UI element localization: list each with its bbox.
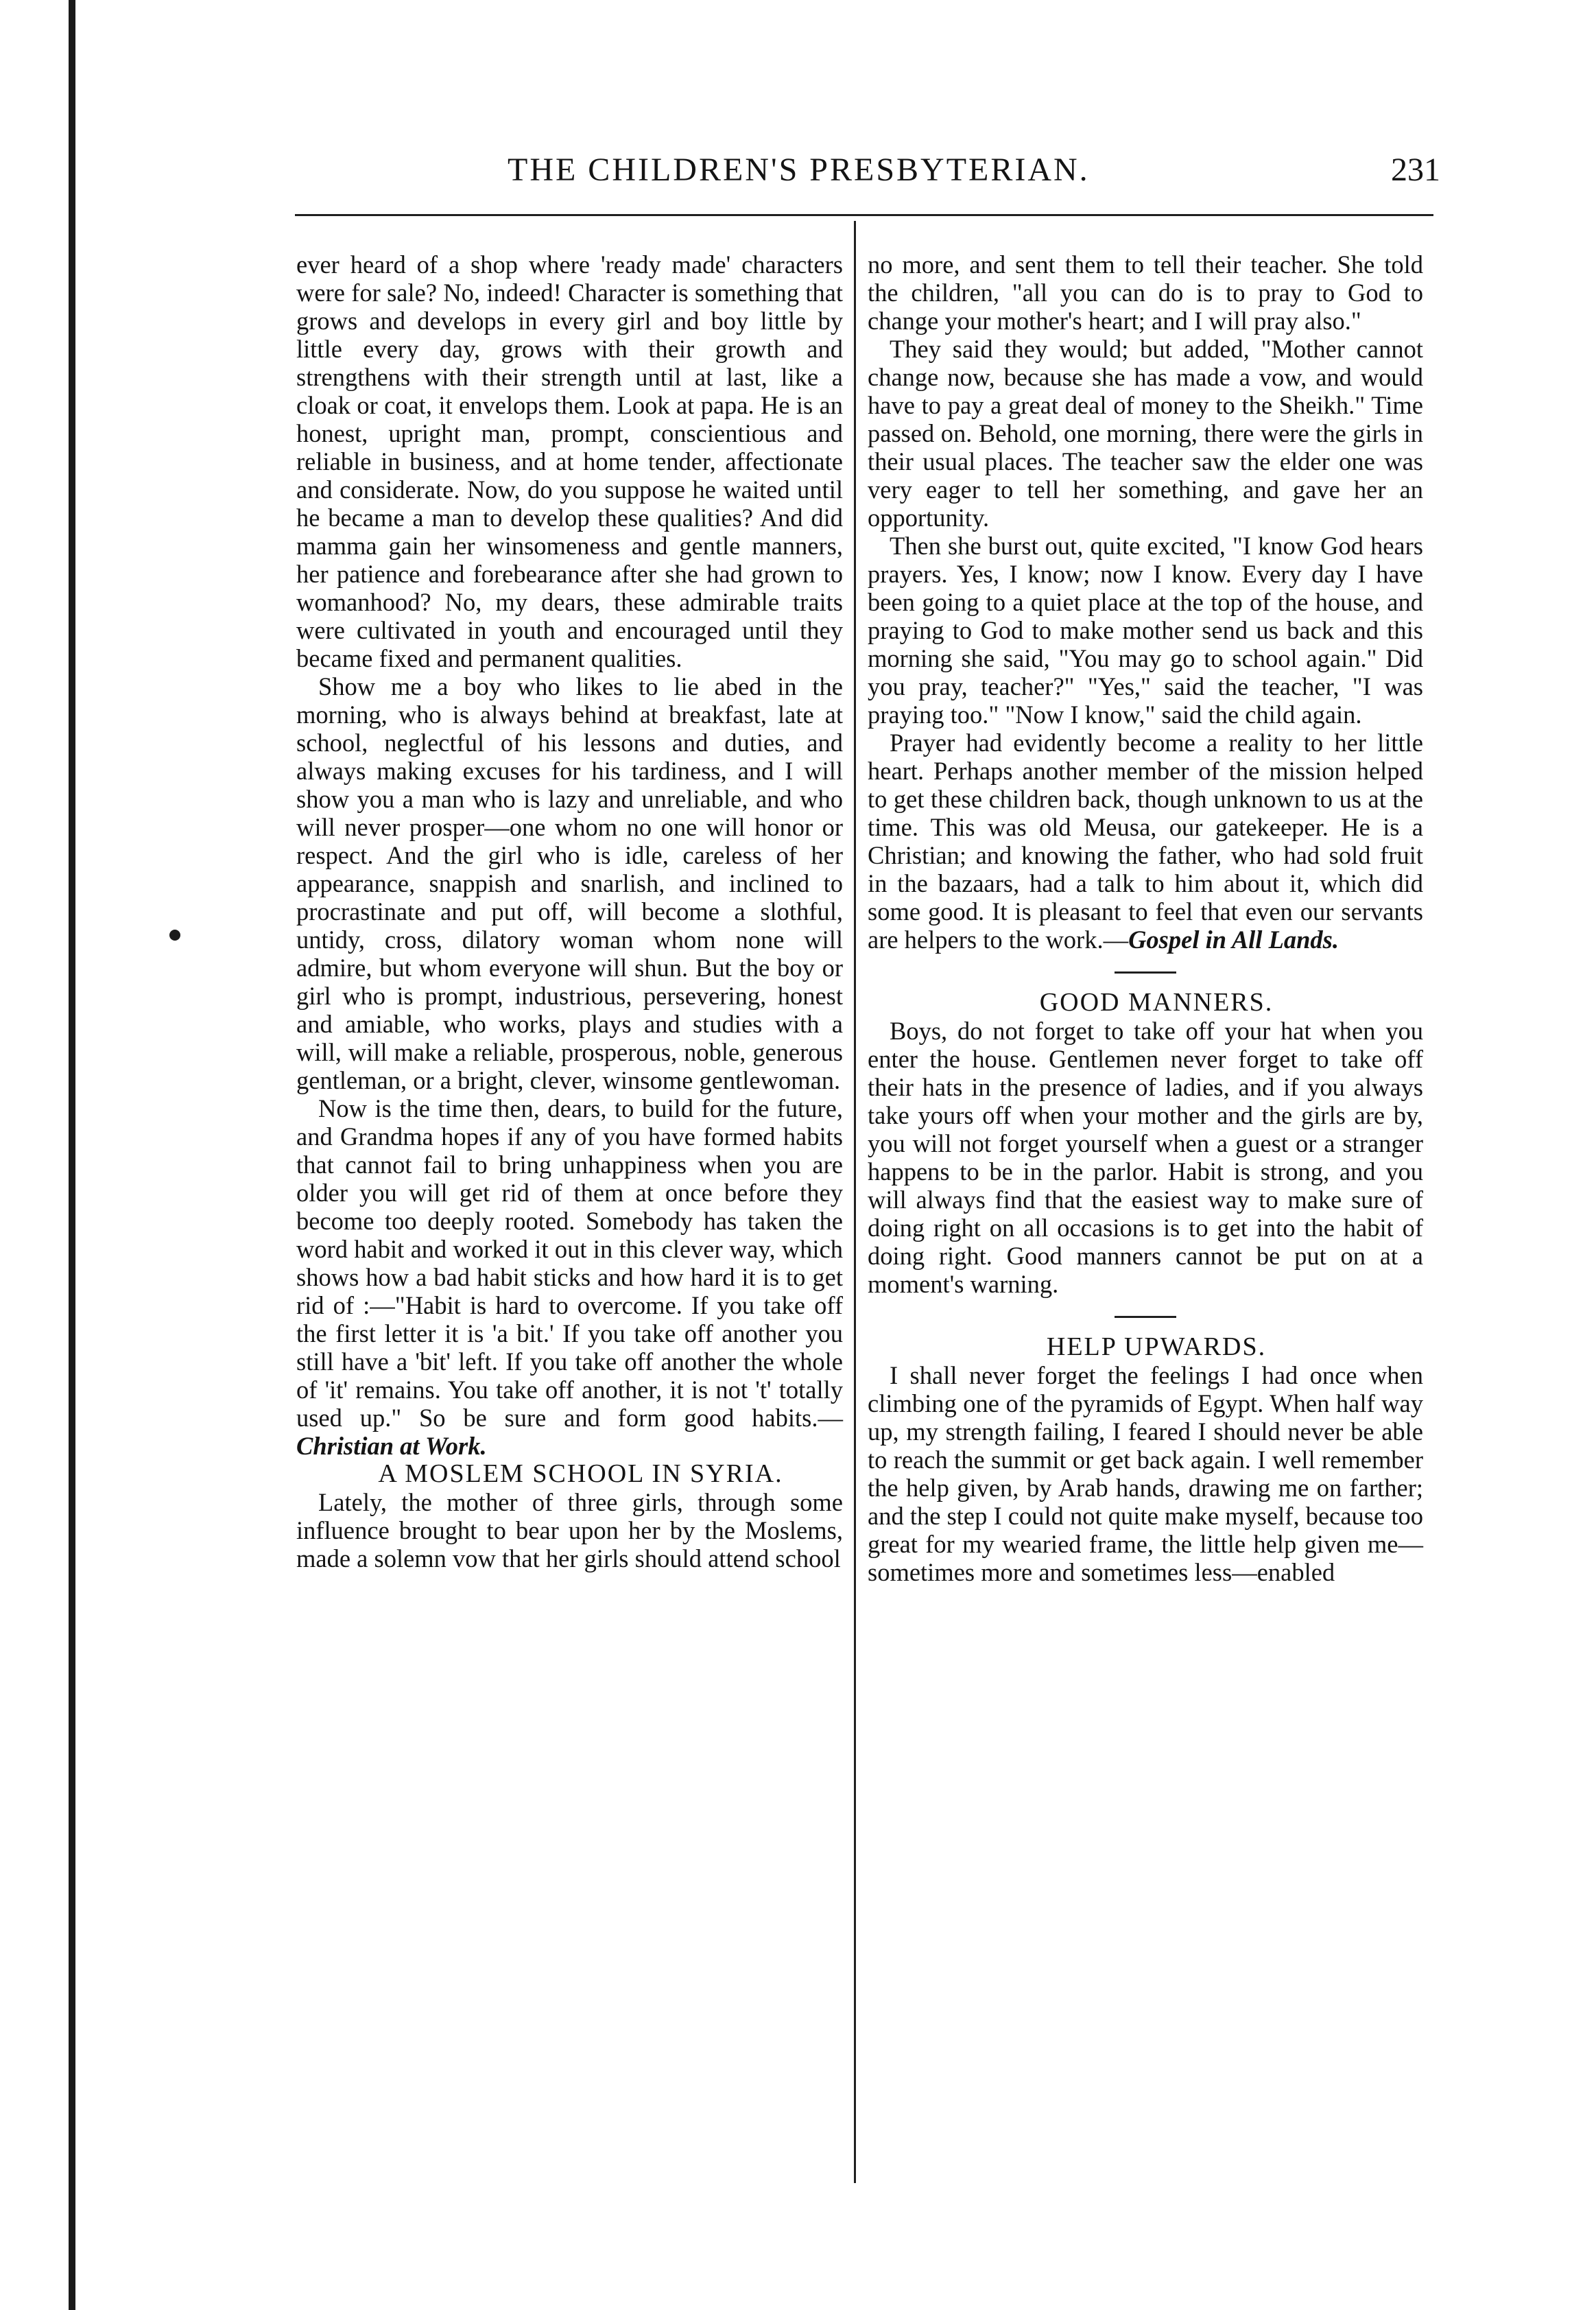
grandma-text: Now is the time then, dears, to build for the future, and Grandma hopes if any of you have formed habits that cannot fail to bring unhappiness when you are older you will get rid of them at once before they become too deeply rooted. Somebody has taken the word habit and worked it out in this clever way, which shows how a bad habit sticks and how hard it is to get rid of :—"Habit is hard to overcome. If you take off the first letter it is 'a bit.' If you take off another you still have a 'bit' left. If you take off another the whole of 'it' remains. You take off another, it is not 't' totally used up." So be sure and form good habits.—: [296, 1094, 843, 1432]
grandma-paragraph: [296, 1094, 843, 1460]
heading-good-manners: GOOD MANNERS.: [1039, 988, 1274, 1017]
vow-paragraph: They said they would; but added, "Mother cannot change now, because she has made a vow, and would have to pay a great deal of money to the Sheikh." Time passed on. Behold, one morning, there were the girls in their usual places. The teacher saw the elder one was very eager to tell her something, and gave her an opportunity.: [868, 335, 1423, 532]
source-citation: Christian at Work.: [296, 1432, 487, 1460]
moslem-continued-paragraph: no more, and sent them to tell their teacher. She told the children, "all you can do is to pray to God to change your mother's heart; and I will pray also.": [868, 250, 1423, 335]
section-separator: [1115, 971, 1176, 974]
reality-text: Prayer had evidently become a reality to her little heart. Perhaps another member of the mission helped to get these children back, though unknown to us at the time. This was old Meusa, our gatekeeper. He is a Christian; and knowing the father, who had sold fruit in the bazaars, had a talk to him about it, which did some good. It is pleasant to feel that even our servants are helpers to the work.—: [868, 729, 1423, 954]
heading-help-upwards: HELP UPWARDS.: [1046, 1332, 1267, 1361]
margin-mark: [169, 930, 180, 941]
left-column: [296, 250, 843, 1572]
heading-moslem-school: A MOSLEM SCHOOL IN SYRIA.: [378, 1459, 783, 1488]
binding-edge: [69, 0, 75, 2310]
header-rule: [295, 214, 1433, 216]
reality-paragraph: [868, 729, 1423, 954]
source-citation: Gospel in All Lands.: [1128, 926, 1339, 954]
page-header: [309, 151, 1440, 206]
moslem-paragraph: Lately, the mother of three girls, through some influence brought to bear upon her by the Moslems, made a solemn vow that her girls should attend school: [296, 1488, 843, 1572]
section-separator: [1115, 1316, 1176, 1318]
habits-paragraph: Show me a boy who likes to lie abed in the morning, who is always behind at breakfast, late at school, neglectful of his lessons and duties, and always making excuses for his tardiness, and I will show you a man who is lazy and unreliable, and who will never prosper—one whom no one will honor or respect. And the girl who is idle, careless of her appearance, snappish and snarlish, and inclined to procrastinate and put off, will become a slothful, untidy, cross, dilatory woman whom none will admire, but whom everyone will shun. But the boy or girl who is prompt, industrious, persevering, honest and amiable, who works, plays and studies with a will, will make a reliable, prosperous, noble, generous gentleman, or a bright, clever, winsome gentlewoman.: [296, 672, 843, 1094]
character-paragraph: ever heard of a shop where 'ready made' characters were for sale? No, indeed! Character is something that grows and develops in every girl and boy little by little every day, grows with their growth and strengthens with their strength until at last, like a cloak or coat, it envelops them. Look at papa. He is an honest, upright man, prompt, conscientious and reliable in business, and at home tender, affectionate and considerate. Now, do you suppose he waited until he became a man to develop these qualities? And did mamma gain her winsomeness and gentle manners, her patience and forebearance after she had grown to womanhood? No, my dears, these admirable traits were cultivated in youth and encouraged until they became fixed and permanent qualities.: [296, 250, 843, 672]
right-column: [868, 250, 1423, 1586]
prayer-paragraph: Then she burst out, quite excited, "I know God hears prayers. Yes, I know; now I know. Every day I have been going to a quiet place at the top of the house, and praying to God to make mother send us back and this morning she said, "You may go to school again." Did you pray, teacher?" "Yes," said the teacher, "I was praying too." "Now I know," said the child again.: [868, 532, 1423, 729]
column-divider: [854, 221, 856, 2183]
page-number: 231: [1391, 152, 1440, 188]
running-title: THE CHILDREN'S PRESBYTERIAN.: [508, 152, 1090, 188]
manners-paragraph: Boys, do not forget to take off your hat when you enter the house. Gentlemen never forget to take off their hats in the presence of ladies, and if you always take yours off when your mother and the girls are by, you will not forget yourself when a guest or a stranger happens to be in the parlor. Habit is strong, and you will always find that the easiest way to make sure of doing right on all occasions is to get into the habit of doing right. Good manners cannot be put on at a moment's warning.: [868, 1017, 1423, 1298]
upwards-paragraph: I shall never forget the feelings I had once when climbing one of the pyramids of Egypt. When half way up, my strength failing, I feared I should never be able to reach the summit or get back again. I well remember the help given, by Arab hands, drawing me on farther; and the step I could not quite make myself, because too great for my wearied frame, the little help given me—sometimes more and sometimes less—enabled: [868, 1361, 1423, 1586]
